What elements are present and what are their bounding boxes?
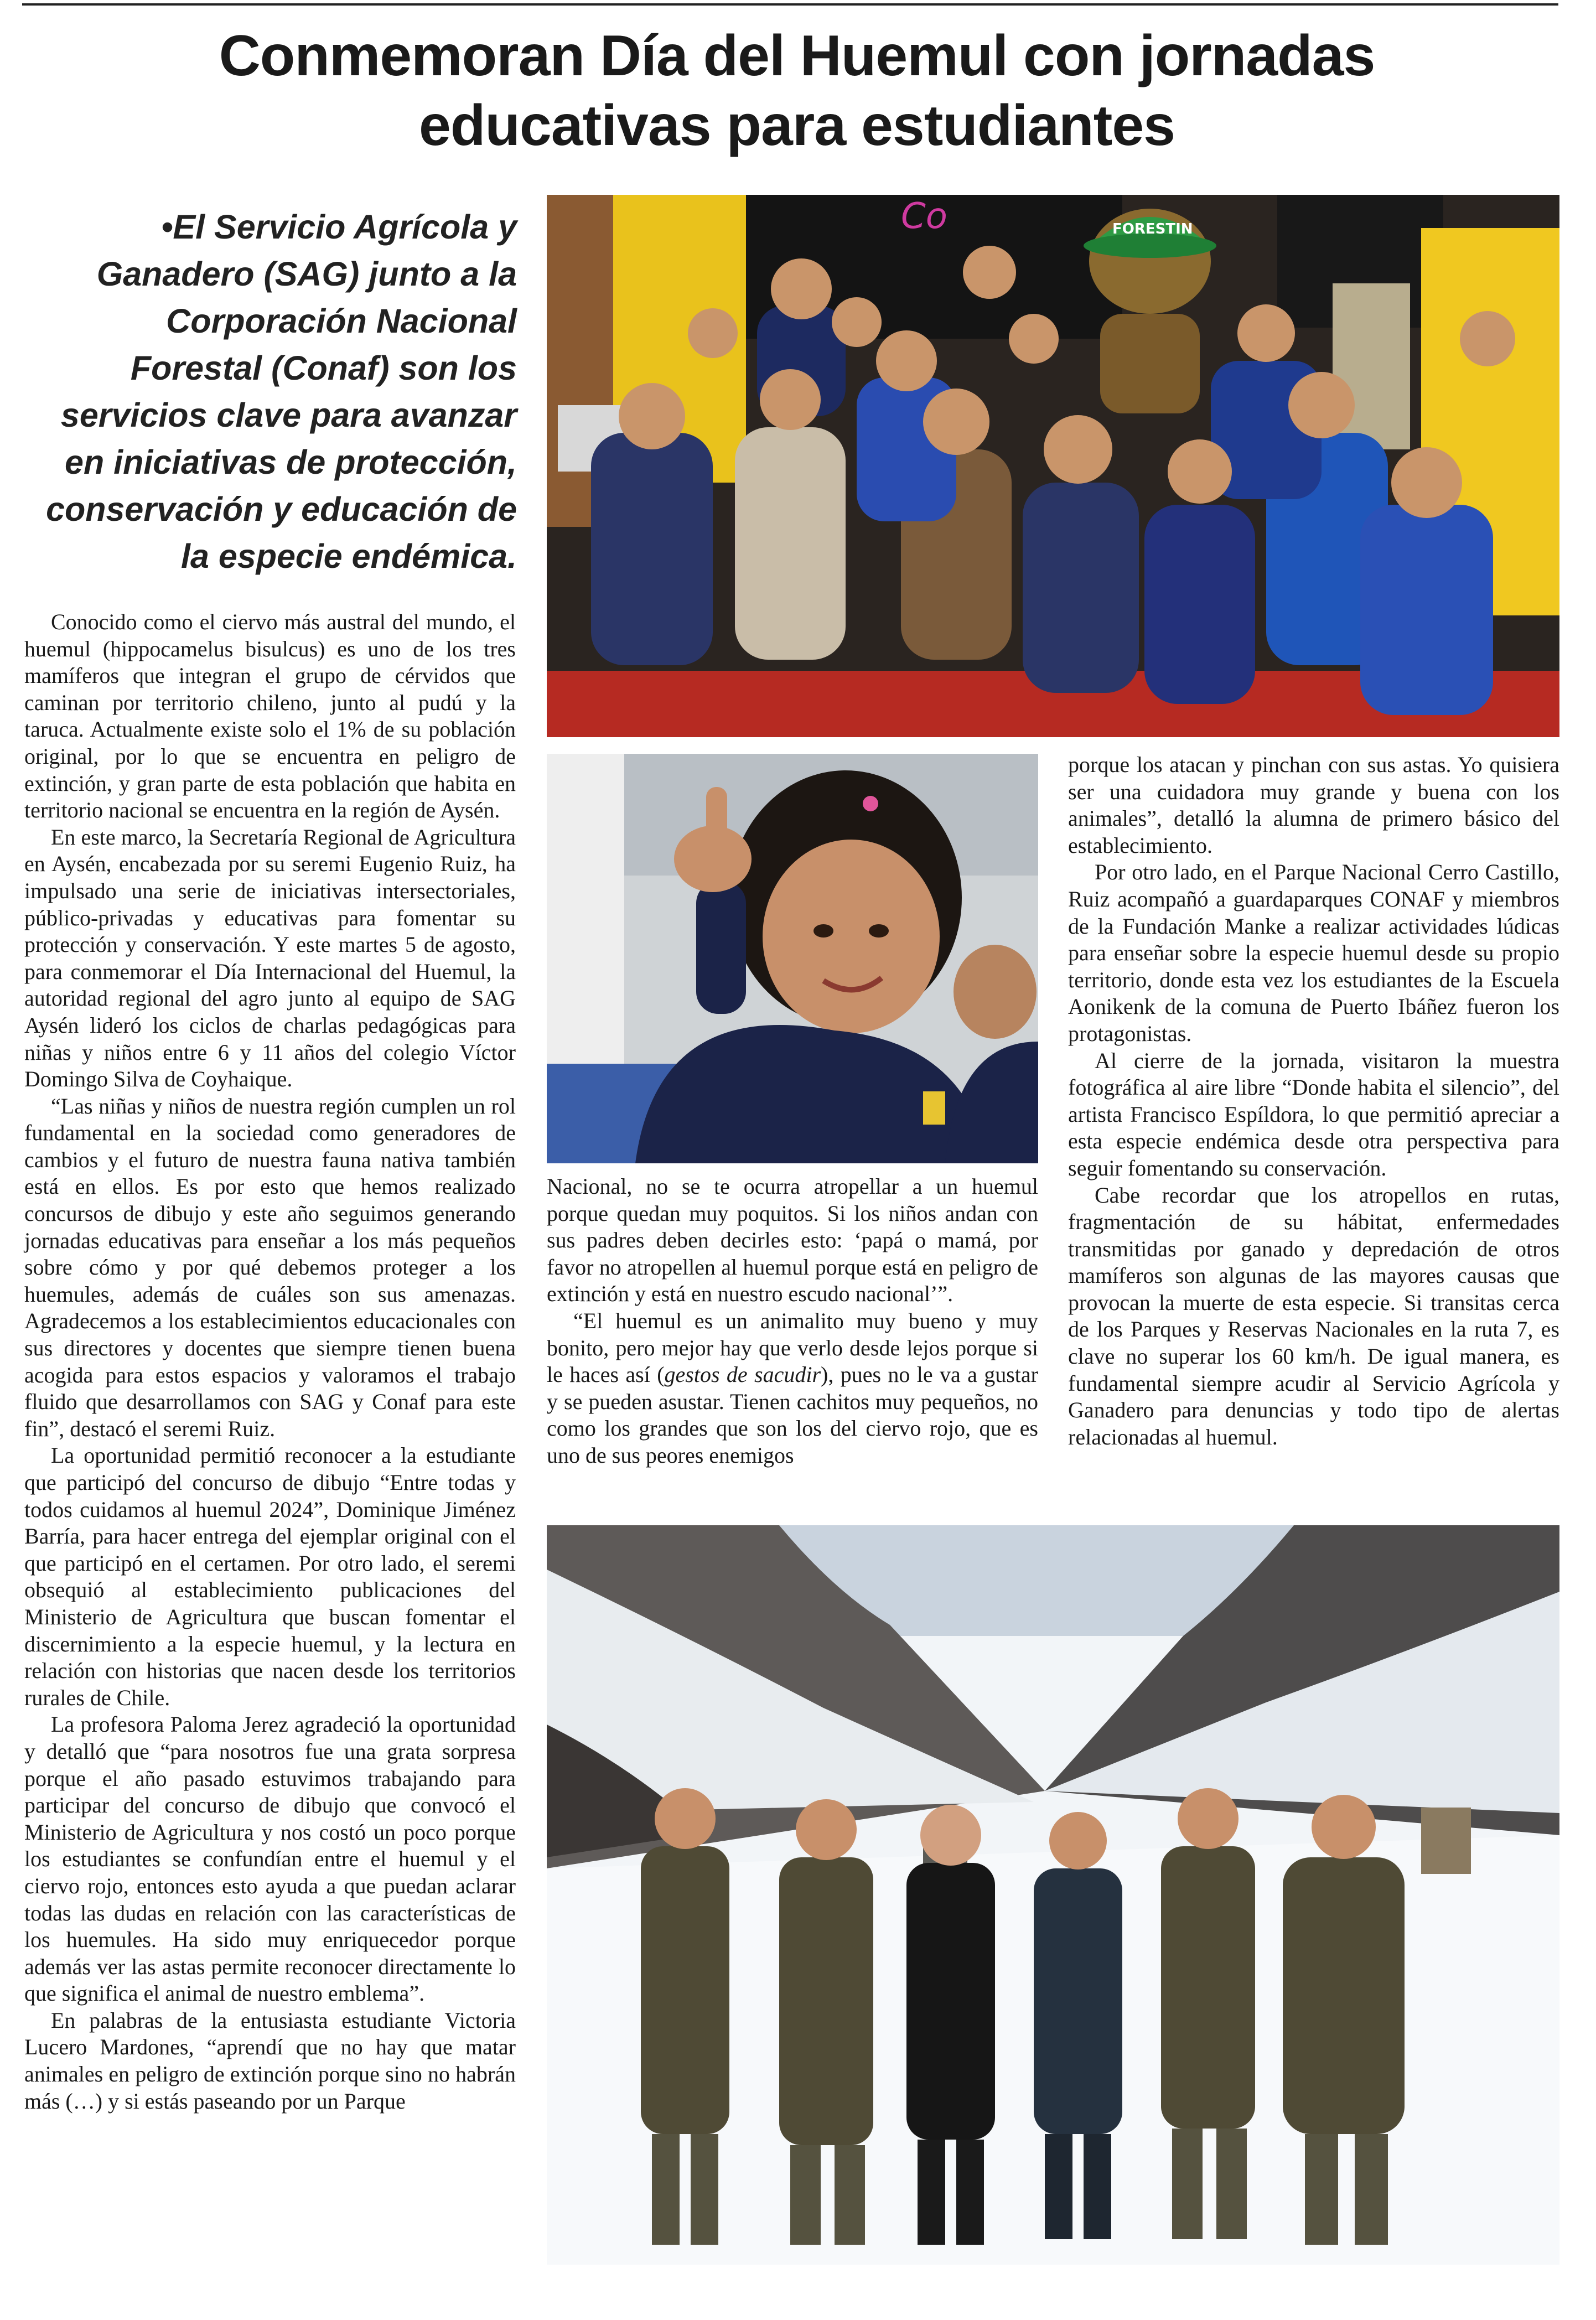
- top-rule: [22, 3, 1558, 6]
- paragraph: En palabras de la entusiasta estudiante Victoria Lucero Mardones, “aprendí que no hay que matar animales en peligro de extinción porque sino no habrán más (…) y si estás paseando por un Parque: [24, 2007, 516, 2114]
- paragraph: Al cierre de la jornada, visitaron la muestra fotográfica al aire libre “Donde habita el silencio”, del artista Francisco Espíldora, lo que permitió apreciar a esta especie endémica desde otra perspectiva para seguir fomentando su conservación.: [1068, 1048, 1559, 1180]
- paragraph: La oportunidad permitió reconocer a la estudiante que participó del concurso de dibujo “Entre todas y todos cuidamos al huemul 2024”, Dominique Jiménez Barría, para hacer entrega del ejemplar original con el que participó en el certamen. Por otro lado, el seremi obsequió al establecimiento publicaciones del Ministerio de Agricultura que buscan fomentar el discernimiento a la especie huemul, y la lectura en relación con historias que nacen desde los territorios rurales de Chile.: [24, 1443, 516, 1710]
- paragraph: Conocido como el ciervo más austral del mundo, el huemul (hippocamelus bisulcus) es uno de los tres mamíferos que integran el grupo de cérvidos que caminan por territorio chileno, junto al pudú y la taruca. Actualmente existe solo el 1% de su población original, por lo que se encuentra en peligro de extinción, y gran parte de esta población que habita en territorio nacional se encuentra en la región de Aysén.: [24, 609, 516, 823]
- article-column-1: [24, 609, 516, 2115]
- paragraph: En este marco, la Secretaría Regional de Agricultura en Aysén, encabezada por su seremi Eugenio Ruiz, ha impulsado una serie de iniciativas intersectoriales, público-privadas y educativas para fomentar su protección y conservación. Y este martes 5 de agosto, para conmemorar el Día Internacional del Huemul, la autoridad regional del agro junto al equipo de SAG Aysén lideró los ciclos de charlas pedagógicas para niñas y niños entre 6 y 11 años del colegio Víctor Domingo Silva de Coyhaique.: [24, 824, 516, 1092]
- article-column-3: [1068, 752, 1559, 1451]
- headline-line-1: Conmemoran Día del Huemul con jornadas: [219, 24, 1375, 88]
- mascot-cap-text: FORESTIN: [1112, 221, 1193, 237]
- quote-text: ), pues no le va a gustar y se pueden asustar. Tienen cachitos muy pequeños, no como los grandes que son los del ciervo rojo, que es uno de sus peores enemigos: [547, 1362, 1038, 1468]
- paragraph: Cabe recordar que los atropellos en rutas, fragmentación de su hábitat, enfermedades transmitidas por ganado y depredación de otros mamíferos son algunas de las mayores causas que provocan la muerte de esta especie. Si transitas cerca de los Parques y Reservas Nacionales en la ruta 7, es clave no superar los 60 km/h. De igual manera, es fundamental siempre acudir al Servicio Agrícola y Ganadero para denuncias y todo tipo de alertas relacionadas al huemul.: [1068, 1182, 1559, 1449]
- classroom-group-photo: [547, 195, 1559, 737]
- student-thumbs-up-photo: [547, 754, 1038, 1163]
- paragraph: “Las niñas y niños de nuestra región cumplen un rol fundamental en la sociedad como generadores de cambios y el futuro de nuestra fauna nativa también está en ellos. Es por esto que hemos realizado concursos de dibujo y este año seguimos generando jornadas educativas para enseñar a los más pequeños sobre cómo y por qué debemos proteger a los huemules, además de cuáles son sus amenazas. Agradecemos a los establecimientos educacionales con sus directores y docentes que siempre tienen buena acogida para estos espacios y valoramos el trabajo fluido que desarrollamos con SAG y Conaf para este fin”, destacó el seremi Ruiz.: [24, 1093, 516, 1441]
- stage-direction: gestos de sacudir: [664, 1362, 821, 1387]
- wall-letters: Co: [901, 196, 947, 237]
- paragraph: porque los atacan y pinchan con sus astas. Yo quisiera ser una cuidadora muy grande y buena con los animales”, detalló la alumna de primero básico del establecimiento.: [1068, 752, 1559, 858]
- headline-line-2: educativas para estudiantes: [418, 94, 1175, 158]
- article-headline: [33, 21, 1561, 160]
- paragraph: Nacional, no se te ocurra atropellar a un huemul porque quedan muy poquitos. Si los niños andan con sus padres deben decirles esto: ‘papá o mamá, por favor no atropellen al huemul porque está en peligro de extinción y está en nuestro escudo nacional’”.: [547, 1174, 1038, 1307]
- paragraph: [547, 1308, 1038, 1469]
- article-column-2: [547, 1173, 1038, 1469]
- paragraph: La profesora Paloma Jerez agradeció la oportunidad y detalló que “para nosotros fue una grata sorpresa porque el año pasado estuvimos trabajando para participar del concurso de dibujo que convocó el Ministerio de Agricultura y nos costó un poco porque los estudiantes se confundían entre el huemul y el ciervo rojo, entonces esto ayuda a que puedan aclarar todas las dudas en relación con las características de los huemules. Ha sido muy enriquecedor porque además ver las astas permite reconocer directamente lo que significa el animal de nuestro emblema”.: [24, 1712, 516, 2006]
- park-rangers-snow-photo: [547, 1525, 1559, 2265]
- article-lead: •El Servicio Agrícola y Ganadero (SAG) junto a la Corporación Nacional Forestal (Conaf) son los servicios clave para avanzar en iniciativas de protección, conservación y educación de la especie endémica.: [46, 208, 517, 575]
- paragraph: Por otro lado, en el Parque Nacional Cerro Castillo, Ruiz acompañó a guardaparques CONAF y miembros de la Fundación Manke a realizar actividades lúdicas para enseñar sobre la especie huemul desde su propio territorio, donde esta vez los estudiantes de la Escuela Aonikenk de la comuna de Puerto Ibáñez fueron los protagonistas.: [1068, 859, 1559, 1046]
- quote-text: “El huemul es un animalito muy bueno y muy bonito, pero mejor hay que verlo desde lejos porque si le haces así (: [547, 1308, 1038, 1387]
